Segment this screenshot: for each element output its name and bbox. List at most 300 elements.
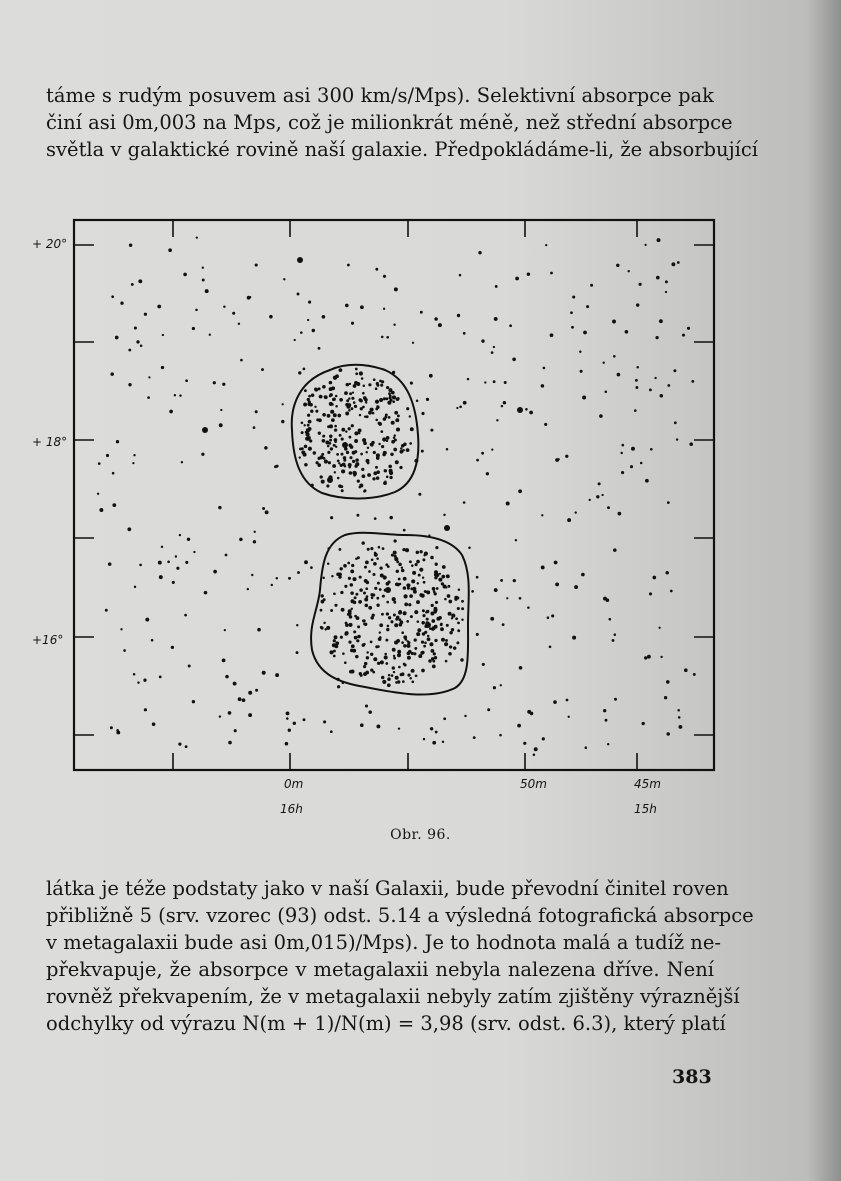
star-dot xyxy=(458,588,460,590)
star-dot xyxy=(380,430,383,433)
star-dot xyxy=(398,563,402,567)
star-dot xyxy=(575,511,577,513)
star-dot xyxy=(368,383,371,386)
star-dot xyxy=(344,391,348,395)
star-dot xyxy=(386,440,388,442)
star-dot xyxy=(355,458,359,462)
star-dot xyxy=(602,361,604,363)
star-dot xyxy=(403,548,406,551)
star-dot xyxy=(398,578,401,581)
text-line: rovněž překvapením, že v metagalaxii nebyly zatím zjištěny výraznější xyxy=(46,985,740,1008)
star-dot xyxy=(348,641,351,644)
star-dot xyxy=(460,658,463,661)
star-dot xyxy=(500,579,503,582)
star-dot xyxy=(384,416,387,419)
star-dot xyxy=(355,593,358,596)
star-dot xyxy=(348,436,351,439)
star-dot xyxy=(359,588,363,592)
star-dot xyxy=(343,564,347,568)
star-dot xyxy=(342,442,348,448)
star-dot xyxy=(418,574,421,577)
star-dot xyxy=(609,618,612,621)
star-dot xyxy=(261,368,264,371)
star-dot xyxy=(396,570,399,573)
star-dot xyxy=(423,554,425,556)
star-dot xyxy=(441,638,445,642)
star-dot xyxy=(362,392,365,395)
star-dot xyxy=(650,448,653,451)
star-dot xyxy=(438,616,442,620)
star-dot xyxy=(603,709,606,712)
star-dot xyxy=(360,407,363,410)
star-dot xyxy=(393,539,396,542)
star-dot xyxy=(264,446,268,450)
star-dot xyxy=(327,562,329,564)
star-dot xyxy=(329,402,333,406)
star-dot xyxy=(320,609,323,612)
star-dot xyxy=(97,493,99,495)
star-dot xyxy=(248,713,252,717)
star-dot xyxy=(397,414,400,417)
star-dot xyxy=(550,272,553,275)
star-dot xyxy=(381,445,384,448)
star-dot xyxy=(196,236,198,238)
star-dot xyxy=(385,587,391,593)
star-dot xyxy=(338,548,341,551)
star-dot xyxy=(365,401,367,403)
star-dot xyxy=(406,644,410,648)
star-dot xyxy=(495,285,498,288)
star-dot xyxy=(639,283,642,286)
star-dot xyxy=(403,529,406,532)
star-dot xyxy=(352,460,355,463)
star-dot xyxy=(403,644,406,647)
star-dot xyxy=(362,474,366,478)
star-dot xyxy=(131,283,134,286)
star-dot xyxy=(240,359,243,362)
star-dot xyxy=(350,599,354,603)
star-dot xyxy=(496,419,498,421)
star-dot xyxy=(411,669,415,673)
star-dot xyxy=(342,463,346,467)
star-dot xyxy=(545,244,547,246)
star-dot xyxy=(529,411,533,415)
star-dot xyxy=(618,512,622,516)
star-dot xyxy=(336,453,339,456)
star-dot xyxy=(613,548,617,552)
star-dot xyxy=(345,430,347,432)
star-dot xyxy=(378,422,382,426)
star-dot xyxy=(665,291,667,293)
star-dot xyxy=(687,327,690,330)
star-dot xyxy=(377,662,380,665)
star-dot xyxy=(384,655,388,659)
star-dot xyxy=(410,427,414,431)
star-dot xyxy=(658,627,660,629)
star-dot xyxy=(432,587,436,591)
text-line: překvapuje, že absorpce v metagalaxii nebyla nalezena dříve. Není xyxy=(46,958,714,981)
star-dot xyxy=(394,439,397,442)
star-dot xyxy=(108,562,112,566)
star-dot xyxy=(581,573,585,577)
star-dot xyxy=(409,594,413,598)
star-dot xyxy=(394,287,398,291)
star-dot xyxy=(305,437,309,441)
star-dot xyxy=(355,372,358,375)
star-dot xyxy=(376,604,379,607)
star-dot xyxy=(176,567,179,570)
star-dot xyxy=(410,615,413,618)
star-dot xyxy=(391,421,395,425)
star-dot xyxy=(318,432,321,435)
star-dot xyxy=(370,616,373,619)
star-dot xyxy=(590,284,593,287)
star-dot xyxy=(389,399,392,402)
star-dot xyxy=(303,368,306,371)
star-dot xyxy=(382,595,385,598)
star-dot xyxy=(491,448,493,450)
star-dot xyxy=(383,275,386,278)
star-dot xyxy=(112,503,116,507)
star-dot xyxy=(398,611,402,615)
star-dot xyxy=(419,550,422,553)
star-dot xyxy=(232,312,235,315)
star-dot xyxy=(429,642,433,646)
star-dot xyxy=(220,409,222,411)
star-dot xyxy=(352,391,354,393)
star-dot xyxy=(616,264,619,267)
star-dot xyxy=(601,494,603,496)
star-dot xyxy=(415,563,418,566)
star-dot xyxy=(224,629,226,631)
star-dot xyxy=(185,379,188,382)
star-dot xyxy=(144,313,147,316)
star-dot xyxy=(401,444,405,448)
star-dot xyxy=(347,264,350,267)
star-dot xyxy=(254,531,256,533)
star-dot xyxy=(388,392,391,395)
star-dot xyxy=(344,585,347,588)
star-dot xyxy=(406,407,409,410)
star-dot xyxy=(375,400,379,404)
star-dot xyxy=(253,540,256,543)
star-dot xyxy=(306,433,310,437)
y-tick-label: + 18° xyxy=(32,435,68,449)
star-dot xyxy=(348,623,352,627)
star-dot xyxy=(429,374,433,378)
star-dot xyxy=(484,381,486,383)
star-dot xyxy=(296,651,299,654)
star-dot xyxy=(105,609,108,612)
star-dot xyxy=(660,394,664,398)
star-dot xyxy=(357,635,361,639)
star-dot xyxy=(599,414,603,418)
star-dot xyxy=(353,630,356,633)
plot-frame xyxy=(74,220,714,770)
star-dot xyxy=(238,323,240,325)
star-dot xyxy=(334,635,338,639)
star-dot xyxy=(308,401,311,404)
star-dot xyxy=(348,409,351,412)
star-dot xyxy=(169,410,173,414)
star-dot xyxy=(606,598,610,602)
star-dot xyxy=(209,334,211,336)
star-dot xyxy=(425,622,431,628)
star-dot xyxy=(330,447,333,450)
star-dot xyxy=(358,428,362,432)
star-dot xyxy=(341,469,345,473)
star-dot xyxy=(541,384,545,388)
star-dot xyxy=(423,738,425,740)
star-dot xyxy=(205,289,209,293)
star-dot xyxy=(582,396,586,400)
star-dot xyxy=(667,501,670,504)
star-dot xyxy=(271,584,273,586)
star-dot xyxy=(386,476,389,479)
star-dot xyxy=(366,651,368,653)
star-dot xyxy=(572,295,575,298)
star-dot xyxy=(334,438,338,442)
star-dot xyxy=(338,462,340,464)
star-dot xyxy=(367,548,370,551)
star-dot xyxy=(678,716,681,719)
star-dot xyxy=(397,650,401,654)
star-dot xyxy=(350,569,354,573)
star-dot xyxy=(673,369,676,372)
star-dot xyxy=(144,708,147,711)
star-dot xyxy=(605,719,608,722)
star-dot xyxy=(322,385,326,389)
star-dot xyxy=(432,664,436,668)
star-dot xyxy=(346,451,349,454)
star-dot xyxy=(659,319,663,323)
star-dot xyxy=(242,698,246,702)
star-dot xyxy=(327,445,330,448)
star-dot xyxy=(349,456,352,459)
star-dot xyxy=(382,437,386,441)
star-dot xyxy=(527,606,530,609)
star-dot xyxy=(379,398,383,402)
star-dot xyxy=(403,635,407,639)
star-dot xyxy=(431,657,434,660)
star-dot xyxy=(617,373,621,377)
star-dot xyxy=(151,639,154,642)
star-dot xyxy=(444,642,448,646)
star-dot xyxy=(370,668,373,671)
star-dot xyxy=(341,428,345,432)
star-dot xyxy=(359,414,361,416)
star-dot xyxy=(501,405,503,407)
star-dot xyxy=(677,261,680,264)
star-dot xyxy=(375,419,378,422)
star-dot xyxy=(337,414,341,418)
star-dot xyxy=(171,646,174,649)
star-dot xyxy=(443,514,445,516)
star-dot xyxy=(352,451,356,455)
star-dot xyxy=(493,686,496,689)
star-dot xyxy=(334,471,336,473)
star-dot xyxy=(395,460,399,464)
star-dot xyxy=(463,401,467,405)
star-dot xyxy=(541,565,545,569)
star-dot xyxy=(388,388,392,392)
star-dot xyxy=(444,598,447,601)
star-dot xyxy=(315,410,318,413)
figure-96 xyxy=(0,205,841,845)
star-dot xyxy=(128,383,131,386)
star-dot xyxy=(583,331,587,335)
star-dot xyxy=(482,663,485,666)
star-dot xyxy=(341,608,345,612)
star-dot xyxy=(674,421,677,424)
star-dot xyxy=(430,429,433,432)
star-dot xyxy=(174,394,176,396)
star-dot xyxy=(178,742,181,745)
star-dot xyxy=(491,351,494,354)
star-dot xyxy=(473,736,476,739)
star-dot xyxy=(219,715,221,717)
star-dot xyxy=(442,741,444,743)
star-dot xyxy=(358,600,362,604)
star-dot xyxy=(421,669,425,673)
star-dot xyxy=(344,632,348,636)
star-dot xyxy=(390,453,393,456)
star-dot xyxy=(403,586,406,589)
star-dot xyxy=(443,717,446,720)
star-dot xyxy=(363,490,366,493)
star-dot xyxy=(331,418,335,422)
star-dot xyxy=(309,439,312,442)
star-dot xyxy=(328,461,331,464)
star-dot xyxy=(385,662,388,665)
star-dot xyxy=(625,330,629,334)
star-dot xyxy=(228,741,232,745)
star-dot xyxy=(394,640,398,644)
star-dot xyxy=(666,732,669,735)
star-dot xyxy=(515,539,517,541)
star-dot xyxy=(386,612,389,615)
star-dot xyxy=(621,444,624,447)
star-dot xyxy=(451,617,453,619)
star-dot xyxy=(304,445,308,449)
star-dot xyxy=(351,608,353,610)
star-dot xyxy=(365,587,368,590)
star-dot xyxy=(112,472,115,475)
star-dot xyxy=(682,334,685,337)
star-dot xyxy=(345,412,349,416)
star-dot xyxy=(382,547,385,550)
star-dot xyxy=(500,684,502,686)
star-dot xyxy=(184,614,187,617)
star-dot xyxy=(464,715,466,717)
star-dot xyxy=(133,673,136,676)
star-dot xyxy=(404,594,408,598)
star-dot xyxy=(348,577,351,580)
star-dot xyxy=(202,427,208,433)
star-dot xyxy=(204,591,208,595)
star-dot xyxy=(432,626,436,630)
star-dot xyxy=(365,704,368,707)
cluster-outline-south xyxy=(311,533,469,695)
star-dot xyxy=(223,306,225,308)
star-dot xyxy=(554,561,558,565)
star-dot xyxy=(353,472,357,476)
star-dot xyxy=(376,405,378,407)
star-dot xyxy=(357,625,360,628)
star-dot xyxy=(161,366,164,369)
star-dot xyxy=(345,623,349,627)
star-dot xyxy=(402,449,404,451)
star-dot xyxy=(493,380,496,383)
star-dot xyxy=(373,378,376,381)
star-dot xyxy=(665,280,668,283)
star-dot xyxy=(375,387,378,390)
star-dot xyxy=(276,577,278,579)
star-dot xyxy=(351,644,355,648)
star-dot xyxy=(438,323,442,327)
star-dot xyxy=(388,416,391,419)
star-dot xyxy=(386,386,389,389)
star-dot xyxy=(127,527,131,531)
star-dot xyxy=(392,400,395,403)
text-line: v metagalaxii bude asi 0m,015)/Mps). Je to hodnota malá a tudíž ne- xyxy=(46,931,721,954)
star-dot xyxy=(393,657,396,660)
star-dot xyxy=(326,626,330,630)
star-dot xyxy=(364,566,367,569)
star-dot xyxy=(434,607,438,611)
star-dot xyxy=(445,639,448,642)
star-dot xyxy=(398,727,400,729)
star-dot xyxy=(349,615,353,619)
star-dot xyxy=(435,601,438,604)
star-dot xyxy=(299,456,301,458)
star-dot xyxy=(321,600,325,604)
star-dot xyxy=(363,672,367,676)
star-dot xyxy=(451,628,454,631)
star-dot xyxy=(255,410,258,413)
star-dot xyxy=(308,447,312,451)
star-dot xyxy=(636,366,638,368)
star-dot xyxy=(393,436,395,438)
star-dot xyxy=(351,407,354,410)
star-dot xyxy=(456,597,459,600)
star-dot xyxy=(585,746,588,749)
star-dot xyxy=(542,737,545,740)
star-dot xyxy=(417,628,421,632)
star-dot xyxy=(541,514,543,516)
star-dot xyxy=(363,665,366,668)
star-dot xyxy=(157,305,161,309)
star-dot xyxy=(147,396,150,399)
star-dot xyxy=(319,395,323,399)
star-dot xyxy=(395,418,399,422)
star-dot xyxy=(445,660,448,663)
star-dot xyxy=(356,639,359,642)
star-dot xyxy=(457,314,460,317)
star-dot xyxy=(376,384,379,387)
star-dot xyxy=(434,656,437,659)
star-dot xyxy=(519,597,522,600)
star-dot xyxy=(343,459,346,462)
star-dot xyxy=(691,380,694,383)
star-dot xyxy=(399,583,401,585)
star-dot xyxy=(388,465,392,469)
star-dot xyxy=(394,434,396,436)
star-dot xyxy=(503,401,506,404)
star-dot xyxy=(315,388,319,392)
star-dot xyxy=(349,392,352,395)
star-dot xyxy=(471,590,474,593)
